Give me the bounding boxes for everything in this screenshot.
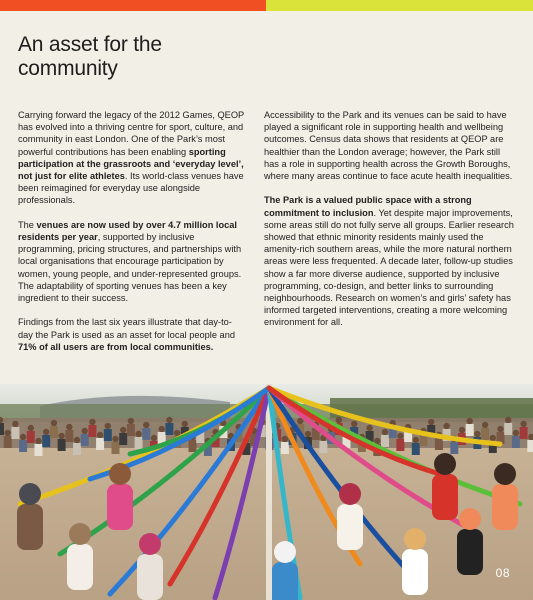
right-column-paragraph — [264, 109, 514, 182]
bold-text: 71% of all users are from local communities. — [18, 341, 214, 352]
right-text-column — [264, 109, 514, 341]
body-text: Accessibility to the Park and its venues can be said to have played a significant role in supporting health and wellbeing outcomes. Census data shows that residents at QEOP are healthier than the London average; however, the Park still has a role in supporting health across the Growth Boroughs, where many areas continue to face acute health inequalities. — [264, 110, 513, 182]
top-color-bar — [0, 0, 533, 11]
bold-text: venues are now used by over 4.7 million local residents per year — [18, 219, 238, 243]
left-text-column — [18, 109, 246, 365]
page-number: 08 — [495, 566, 510, 580]
left-column-paragraph — [18, 219, 246, 304]
left-column-paragraph — [18, 316, 246, 353]
right-column-paragraph — [264, 194, 514, 328]
title-line-1: An asset for the — [18, 33, 162, 56]
top-bar-orange-segment — [0, 0, 266, 11]
body-text: Carrying forward the legacy of the 2012 Games, QEOP has evolved into a thriving centre for sport, culture, and community in east London. One of the Park’s most powerful contributions has been enabling — [18, 110, 245, 157]
body-text: . Yet despite major improvements, some areas still do not fully serve all groups. Earlier research showed that ethnic minority residents mainly used the amenity-rich southern areas, while the more natural northern areas were less frequented. A decade later, follow-up studies show a far more diverse audience, supported by inclusive programming, co-design, and better links to surrounding neighbourhoods. Research on women’s and girls’ safety has informed targeted interventions, creating a more welcoming environment for all. — [264, 207, 514, 328]
body-text: Findings from the last six years illustrate that day-to-day the Park is used as an asset for local people and — [18, 317, 235, 340]
title-line-2: community — [18, 57, 118, 80]
maypole-dance-photo — [0, 384, 533, 600]
top-bar-lime-segment — [266, 0, 533, 11]
body-text: . Its world-class venues have been reimagined for everyday use alongside professionals. — [18, 171, 244, 206]
bold-text: sporting participation at the grassroots and ‘everyday level’, not just for elite athletes — [18, 146, 244, 182]
left-column-paragraph — [18, 109, 246, 207]
bold-text: The Park is a valued public space with a strong commitment to inclusion — [264, 195, 472, 218]
body-text: , supported by inclusive programming, pricing structures, and partnerships with local organisations that encourage participation by women, young people, and under-represented groups. The adaptability of sporting venues has been a key ingredient to their success. — [18, 232, 242, 304]
page-title — [18, 33, 318, 81]
photo-illustration — [0, 384, 533, 600]
body-text: The — [18, 219, 37, 230]
